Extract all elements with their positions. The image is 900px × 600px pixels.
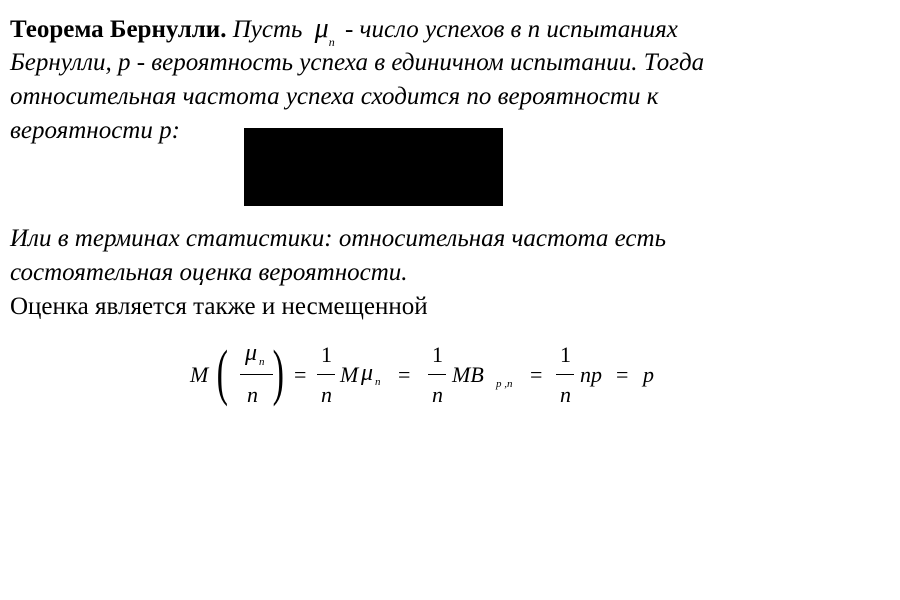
- statistics-line-2: состоятельная оценка вероятности.: [10, 259, 408, 286]
- formula-M-2: M: [340, 362, 359, 387]
- theorem-line-3: относительная частота успеха сходится по вероятности к: [10, 83, 659, 110]
- theorem-text-successes: - число успехов в n испытаниях: [344, 16, 678, 43]
- formula-p: p: [643, 362, 654, 387]
- theorem-text-let: Пусть: [226, 16, 303, 43]
- formula-left-paren: (: [216, 339, 229, 407]
- formula-frac-line-1: [240, 374, 273, 375]
- formula-MB: MB: [452, 362, 484, 387]
- mu-n-symbol: [314, 13, 335, 49]
- formula-B-sub: p ,n: [496, 378, 513, 390]
- formula-eq-1: =: [294, 362, 307, 387]
- formula-one-3: 1: [560, 342, 571, 367]
- statistics-line-1: Или в терминах статистики: относительная частота есть: [10, 225, 666, 252]
- formula-mu: μ: [245, 340, 258, 366]
- theorem-title: Теорема Бернулли.: [10, 16, 227, 43]
- theorem-line-2: Бернулли, p - вероятность успеха в единичном испытании. Тогда: [10, 49, 705, 76]
- formula-frac-line-4: [556, 374, 574, 375]
- formula-mu-2: μ: [361, 360, 374, 386]
- expectation-formula: [190, 340, 690, 412]
- unbiased-estimate-line: Оценка является также и несмещенной: [10, 293, 428, 320]
- formula-right-paren: ): [272, 339, 285, 407]
- formula-eq-3: =: [530, 362, 543, 387]
- formula-one-2: 1: [432, 342, 443, 367]
- formula-n-3: n: [560, 382, 571, 407]
- formula-denominator-n: n: [247, 382, 258, 407]
- formula-np: np: [580, 362, 602, 387]
- formula-frac-line-2: [317, 374, 335, 375]
- formula-n-2: n: [432, 382, 443, 407]
- formula-n-1: n: [321, 382, 332, 407]
- theorem-line-4: вероятности p:: [10, 117, 180, 144]
- mu-subscript: n: [328, 34, 335, 49]
- redacted-formula-box: [244, 128, 503, 206]
- formula-one-1: 1: [321, 342, 332, 367]
- formula-mu-2-sub: n: [375, 376, 381, 388]
- formula-frac-line-3: [428, 374, 446, 375]
- mu-letter: μ: [314, 13, 329, 44]
- formula-mu-sub: n: [259, 356, 265, 368]
- formula-M: M: [190, 362, 209, 387]
- formula-eq-4: =: [616, 362, 629, 387]
- formula-eq-2: =: [398, 362, 411, 387]
